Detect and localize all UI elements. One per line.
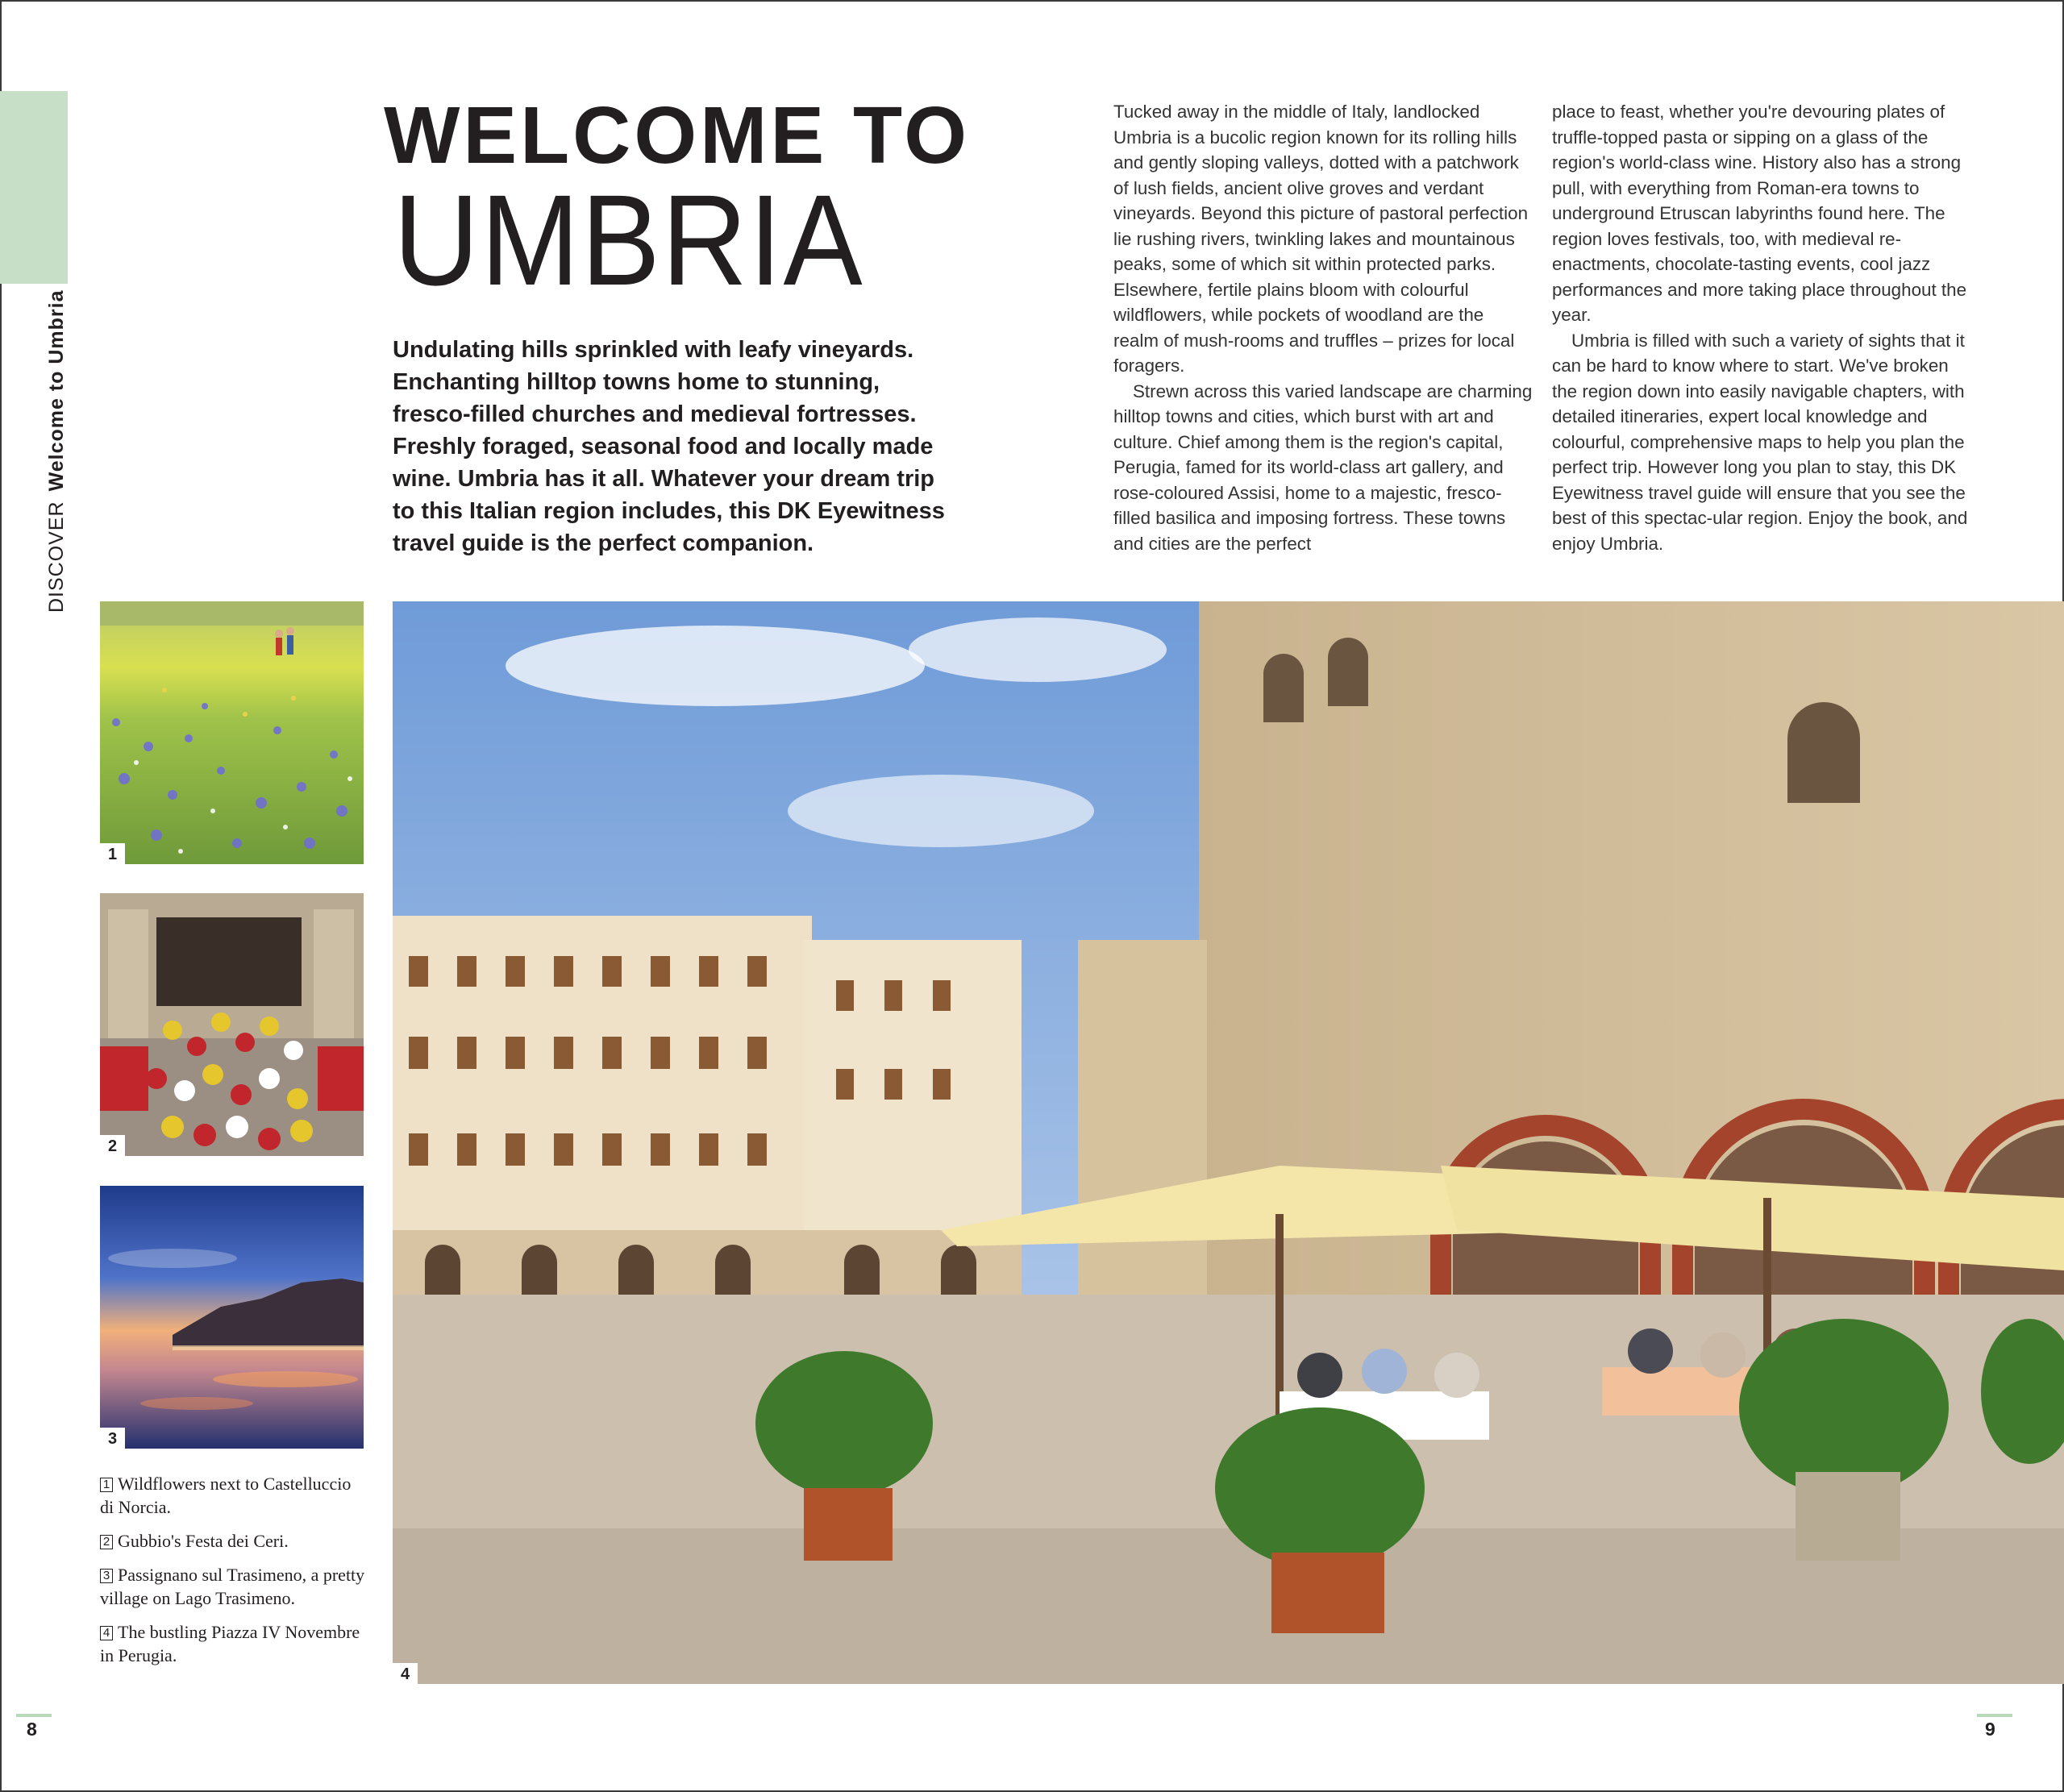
body-paragraph: Strewn across this varied landscape are charming hilltop towns and cities, which burst with art and culture. Chief among them is the region's capital, Perugia, famed for its world-class art gallery, and rose-coloured Assisi, home to a majestic, fresco-filled basilica and imposing fortress. These towns and cities are the perfect [1113, 380, 1533, 554]
caption-text: Wildflowers next to Castelluccio di Norcia. [100, 1474, 352, 1517]
caption-number: 4 [100, 1626, 113, 1640]
photo-festa-dei-ceri [100, 893, 364, 1156]
section-tab [0, 91, 68, 284]
folio-bar-right [1977, 1714, 2012, 1717]
caption-number: 2 [100, 1535, 113, 1549]
photo-number: 4 [393, 1663, 418, 1684]
caption-item [100, 1472, 366, 1519]
intro-paragraph: Undulating hills sprinkled with leafy vineyards. Enchanting hilltop towns home to stunning, fresco-filled churches and medieval fortresses. Freshly foraged, seasonal food and locally made wine. Umbria has it all. Whatever your dream trip to this Italian region includes, this DK Eyewitness travel guide is the perfect companion. [393, 337, 945, 556]
photo-passignano [100, 1186, 364, 1449]
body-paragraph: Umbria is filled with such a variety of sights that it can be hard to know where to start. We've broken the region down into easily navigable chapters, with detailed itineraries, expert local knowledge and colourful, comprehensive maps to help you plan the perfect trip. However long you plan to stay, this DK Eyewitness travel guide will ensure that you see the best of this spectac-ular region. Enjoy the book, and enjoy Umbria. [1552, 330, 1968, 554]
running-head-section: DISCOVER [45, 501, 68, 613]
festival-illustration [100, 893, 364, 1156]
page-number-right: 9 [1985, 1719, 1995, 1740]
page-title-line2: UMBRIA [393, 168, 864, 312]
caption-item [100, 1529, 366, 1553]
caption-item [100, 1563, 366, 1610]
page-number-left: 8 [27, 1719, 37, 1740]
caption-text: Passignano sul Trasimeno, a pretty village on Lago Trasimeno. [100, 1565, 365, 1608]
photo-number: 1 [100, 843, 125, 864]
caption-text: Gubbio's Festa dei Ceri. [118, 1531, 289, 1551]
photo-piazza-iv-novembre [393, 601, 2064, 1684]
caption-number: 3 [100, 1569, 113, 1583]
piazza-illustration [393, 601, 2064, 1684]
photo-number: 2 [100, 1135, 125, 1156]
body-column-1 [1113, 99, 1533, 556]
body-column-2 [1552, 99, 1971, 556]
photo-wildflowers [100, 601, 364, 864]
photo-captions [100, 1472, 366, 1678]
caption-number: 1 [100, 1478, 113, 1492]
page-title-line1: WELCOME TO [384, 90, 971, 181]
caption-text: The bustling Piazza IV Novembre in Perugia. [100, 1622, 360, 1665]
body-paragraph: Tucked away in the middle of Italy, landlocked Umbria is a bucolic region known for its rolling hills and gently sloping valleys, dotted with a patchwork of lush fields, ancient olive groves and verdant vineyards. Beyond this picture of pastoral perfection lie rushing rivers, twinkling lakes and mountainous peaks, some of which sit within protected parks. Elsewhere, fertile plains bloom with colourful wildflowers, while pockets of woodland are the realm of mush-rooms and truffles – prizes for local foragers. [1113, 102, 1529, 376]
caption-item [100, 1620, 366, 1667]
running-head-title: Welcome to Umbria [45, 289, 68, 492]
meadow-illustration [100, 601, 364, 864]
lake-illustration [100, 1186, 364, 1449]
photo-number: 3 [100, 1428, 125, 1449]
body-paragraph: place to feast, whether you're devouring plates of truffle-topped pasta or sipping on a glass of the region's world-class wine. History also has a strong pull, with everything from Roman-era towns to underground Etruscan labyrinths found here. The region loves festivals, too, with medieval re-enactments, chocolate-tasting events, cool jazz performances and more taking place throughout the year. [1552, 102, 1967, 325]
running-head [45, 274, 77, 613]
folio-bar-left [16, 1714, 52, 1717]
